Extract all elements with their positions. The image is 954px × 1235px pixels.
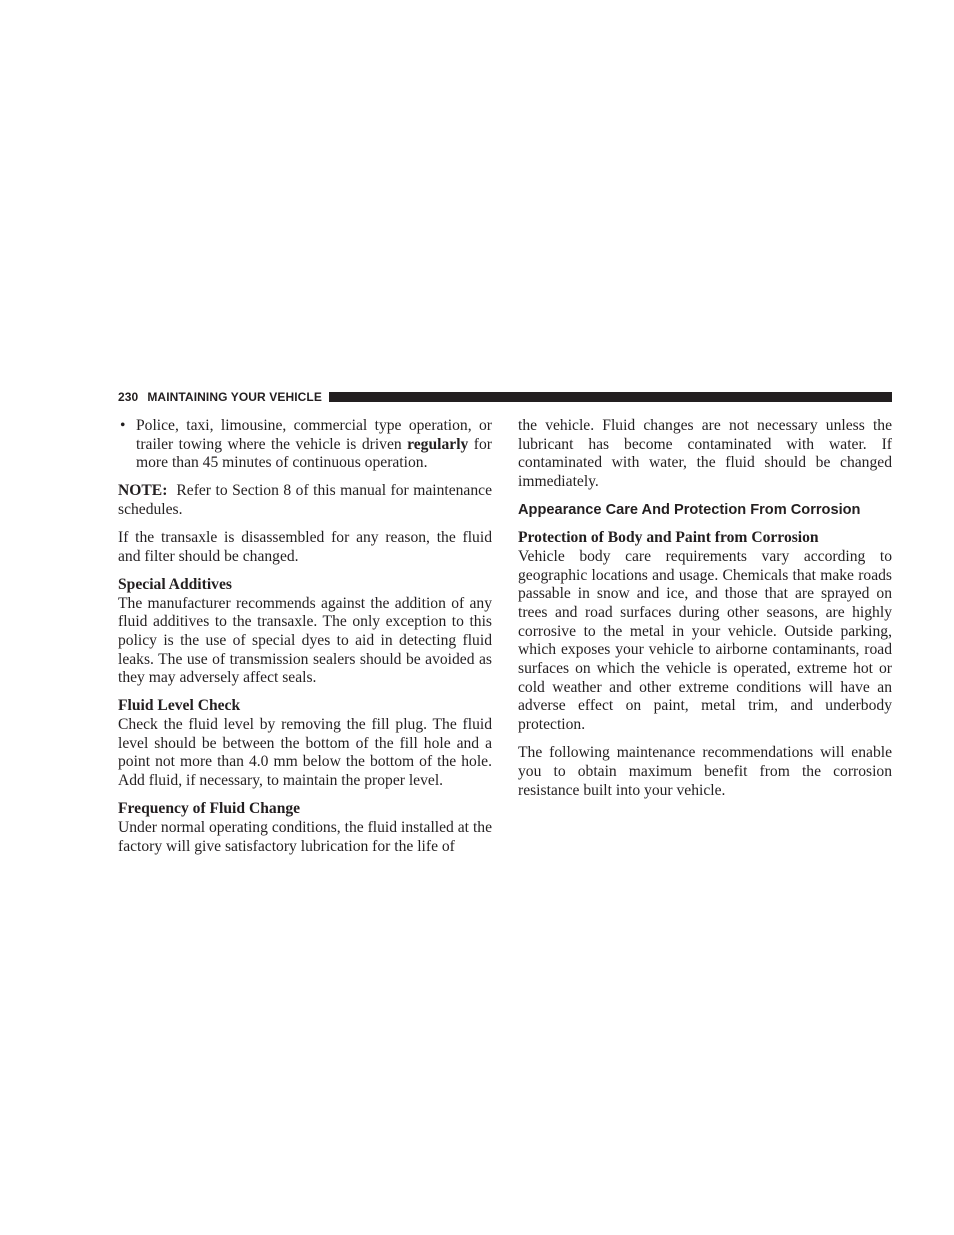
note-text: Refer to Section 8 of this manual for maintenance schedules. [118, 482, 496, 519]
fluid-change-frequency-text: Under normal operating conditions, the fluid installed at the factory will give satisfactory lubrication for the life of [118, 818, 492, 855]
header-rule [329, 392, 892, 402]
body-paint-protection-heading: Protection of Body and Paint from Corrosion [518, 529, 819, 547]
note-paragraph [118, 482, 496, 519]
note-label: NOTE: [118, 482, 168, 500]
bullet-text [136, 417, 492, 473]
bullet-icon: • [120, 417, 126, 434]
bullet-text-start: Police, taxi, limousine, commercial type operation, or trailer towing where the vehicle is driven [136, 417, 492, 453]
left-column [118, 417, 496, 866]
maintenance-recommendations-paragraph: The following maintenance recommendations will enable you to obtain maximum benefit from the corrosion resistance built into your vehicle. [518, 744, 892, 799]
right-column [518, 417, 892, 810]
special-additives-text: The manufacturer recommends against the addition of any fluid additives to the transaxle. The only exception to this policy is the use of special dyes to aid in detecting fluid leaks. The use of transmission sealers should be avoided as they may adversely affect seals. [118, 594, 492, 687]
continuation-paragraph: the vehicle. Fluid changes are not necessary unless the lubricant has become contaminated with water. If contaminated with water, the fluid should be changed immediately. [518, 417, 892, 491]
fluid-level-check-text: Check the fluid level by removing the fill plug. The fluid level should be between the bottom of the fill hole and a point not more than 4.0 mm below the bottom of the hole. Add fluid, if necessary, to maintain the proper level. [118, 716, 492, 790]
transaxle-paragraph: If the transaxle is disassembled for any reason, the fluid and filter should be changed. [118, 529, 492, 565]
bullet-bold-word: regularly [407, 435, 469, 453]
body-paint-protection-text: Vehicle body care requirements vary according to geographic locations and usage. Chemicals that make roads passable in snow and ice, and those that are sprayed on trees and road surfaces during other seasons, are highly corrosive to the metal in your vehicle. Outside parking, which exposes your vehicle to airborne contaminants, road surfaces on which the vehicle is operated, extreme hot or cold weather and other extreme conditions will have an adverse effect on paint, metal trim, and underbody protection. [518, 547, 892, 734]
bullet-item [118, 417, 492, 473]
special-additives-heading: Special Additives [118, 575, 232, 593]
fluid-level-check-heading: Fluid Level Check [118, 697, 241, 715]
bullet-text-end: for more than 45 minutes of continuous operation. [136, 435, 492, 472]
appearance-care-heading: Appearance Care And Protection From Corrosion [518, 502, 861, 519]
section-title: MAINTAINING YOUR VEHICLE [147, 390, 322, 404]
page-header [118, 389, 892, 405]
fluid-change-frequency-heading: Frequency of Fluid Change [118, 800, 301, 818]
page-number: 230 [118, 390, 139, 404]
